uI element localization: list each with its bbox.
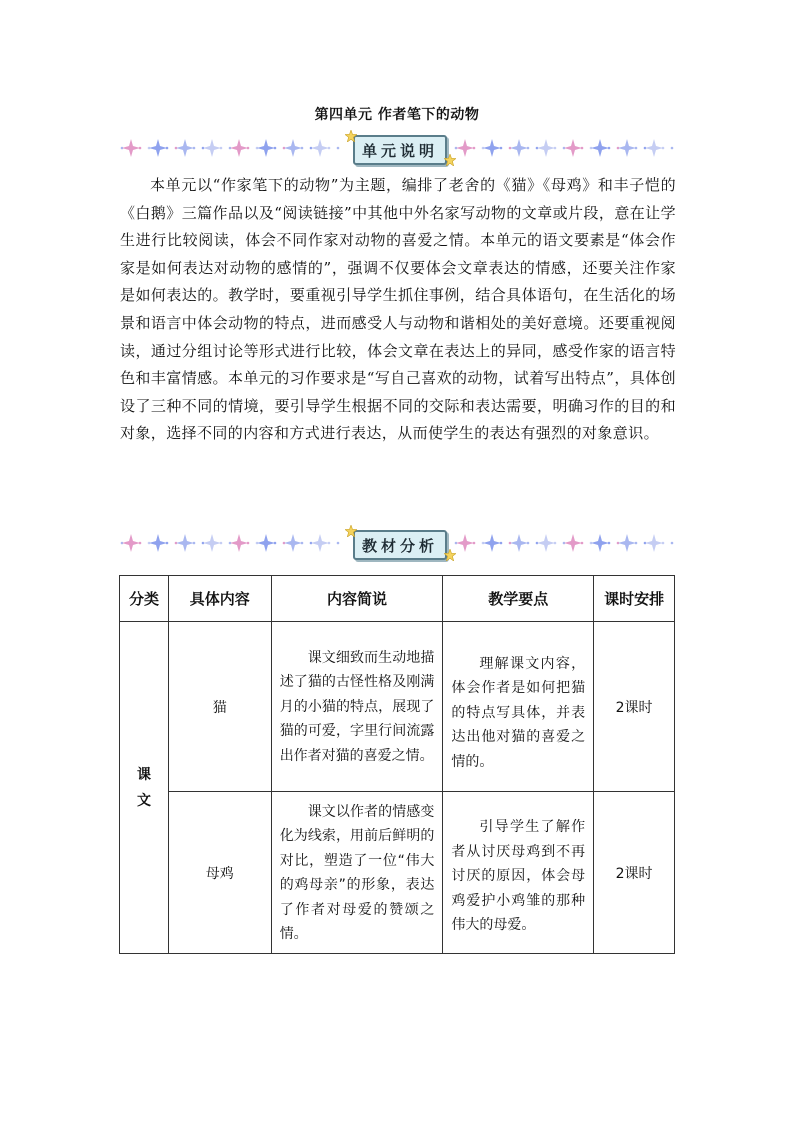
hours-cell: 2课时 (594, 622, 675, 792)
sparkle-dot (301, 147, 304, 150)
sparkle-dot (220, 542, 223, 545)
sparkle-icon (284, 534, 302, 552)
section-banner-unit-description (118, 130, 676, 170)
sparkle-dot (581, 542, 584, 545)
sparkle-dot (337, 147, 340, 150)
sparkle-icon (510, 139, 528, 157)
sparkle-dot (247, 542, 250, 545)
sparkle-icon (456, 534, 474, 552)
star-icon (345, 130, 357, 142)
sparkle-dot (662, 147, 665, 150)
sparkle-dot (473, 147, 476, 150)
sparkle-icon (176, 139, 194, 157)
sparkle-icon (510, 534, 528, 552)
hours-cell: 2课时 (594, 792, 675, 954)
sparkle-icon (203, 139, 221, 157)
content-cell: 母鸡 (168, 792, 271, 954)
sparkle-dot (139, 542, 142, 545)
sparkle-dot (554, 147, 557, 150)
summary-cell (271, 792, 443, 954)
column-header: 课时安排 (594, 576, 675, 622)
sparkle-dot (554, 542, 557, 545)
sparkle-dot (635, 147, 638, 150)
category-cell (120, 622, 169, 954)
sparkle-icon (456, 139, 474, 157)
unit-description-paragraph: 本单元以“作家笔下的动物”为主题，编排了老舍的《猫》《母鸡》和丰子恺的《白鹅》三篇作品以及“阅读链接”中其他中外名家写动物的文章或片段，意在让学生进行比较阅读，体会不同作家对动物的喜爱之情。本单元的语文要素是“体会作家是如何表达对动物的感情的”，强调不仅要体会文章表达的情感，还要关注作家是如何表达的。教学时，要重视引导学生抓住事例，结合具体语句，在生活化的场景和语言中体会动物的特点，进而感受人与动物和谐相处的美好意境。还要重视阅读，通过分组讨论等形式进行比较，体会文章在表达上的异同，感受作家的语言特色和丰富情感。本单元的习作要求是“写自己喜欢的动物，试着写出特点”，具体创设了三种不同的情境，要引导学生根据不同的交际和表达需要，明确习作的目的和对象，选择不同的内容和方式进行表达，从而使学生的表达有强烈的对象意识。 (120, 176, 676, 443)
sparkle-dot (500, 147, 503, 150)
sparkle-icon (257, 534, 275, 552)
sparkle-icon (591, 139, 609, 157)
star-icon (444, 549, 456, 561)
sparkle-dot (527, 542, 530, 545)
sparkle-dot (166, 147, 169, 150)
sparkle-dot (247, 147, 250, 150)
points-text: 理解课文内容，体会作者是如何把猫的特点写具体，并表达出他对猫的喜爱之情的。 (451, 655, 586, 770)
sparkle-icon (618, 534, 636, 552)
column-header: 具体内容 (168, 576, 271, 622)
sparkle-dot (527, 147, 530, 150)
sparkle-dot (193, 147, 196, 150)
points-cell (443, 792, 594, 954)
sparkle-dot (274, 542, 277, 545)
table-row (120, 622, 675, 792)
sparkle-icon (645, 534, 663, 552)
section-heading: 单元说明 (353, 135, 447, 165)
sparkle-dot (662, 542, 665, 545)
sparkle-dot (608, 147, 611, 150)
column-header: 分类 (120, 576, 169, 622)
sparkle-icon (149, 139, 167, 157)
sparkle-dot (671, 542, 674, 545)
sparkle-dot (193, 542, 196, 545)
column-header: 教学要点 (443, 576, 594, 622)
table-header-row (120, 576, 675, 622)
sparkle-dot (274, 147, 277, 150)
sparkle-icon (284, 139, 302, 157)
sparkle-icon (311, 534, 329, 552)
summary-text: 课文细致而生动地描述了猫的古怪性格及刚满月的小猫的特点，展现了猫的可爱，字里行间流露出作者对猫的喜爱之情。 (279, 649, 435, 764)
sparkle-dot (608, 542, 611, 545)
sparkle-icon (564, 534, 582, 552)
sparkle-icon (537, 139, 555, 157)
sparkle-dot (328, 147, 331, 150)
section-banner-textbook-analysis (118, 525, 676, 565)
category-label: 课文 (136, 766, 151, 809)
points-cell (443, 622, 594, 792)
sparkle-icon (537, 534, 555, 552)
sparkle-dot (635, 542, 638, 545)
sparkle-icon (122, 139, 140, 157)
sparkle-icon (311, 139, 329, 157)
sparkle-icon (483, 139, 501, 157)
sparkle-icon (203, 534, 221, 552)
content-cell: 猫 (168, 622, 271, 792)
star-icon (345, 525, 357, 537)
sparkle-icon (149, 534, 167, 552)
sparkle-icon (645, 139, 663, 157)
table-row (120, 792, 675, 954)
sparkle-icon (591, 534, 609, 552)
sparkle-icon (122, 534, 140, 552)
sparkle-dot (671, 147, 674, 150)
summary-text: 课文以作者的情感变化为线索，用前后鲜明的对比，塑造了一位“伟大的鸡母亲”的形象，表达了作者对母爱的赞颂之情。 (279, 803, 435, 942)
sparkle-dot (337, 542, 340, 545)
sparkle-dot (500, 542, 503, 545)
column-header: 内容简说 (271, 576, 443, 622)
page-title: 第四单元 作者笔下的动物 (314, 107, 480, 123)
star-icon (444, 154, 456, 166)
section-heading: 教材分析 (353, 530, 447, 560)
sparkle-dot (166, 542, 169, 545)
sparkle-dot (220, 147, 223, 150)
summary-cell (271, 622, 443, 792)
points-text: 引导学生了解作者从讨厌母鸡到不再讨厌的原因，体会母鸡爱护小鸡雏的那种伟大的母爱。 (451, 819, 586, 934)
sparkle-icon (618, 139, 636, 157)
sparkle-icon (230, 139, 248, 157)
sparkle-dot (473, 542, 476, 545)
sparkle-dot (581, 147, 584, 150)
sparkle-dot (139, 147, 142, 150)
sparkle-icon (257, 139, 275, 157)
sparkle-dot (328, 542, 331, 545)
sparkle-icon (483, 534, 501, 552)
textbook-analysis-table (119, 575, 675, 954)
sparkle-icon (230, 534, 248, 552)
sparkle-dot (301, 542, 304, 545)
sparkle-icon (176, 534, 194, 552)
sparkle-icon (564, 139, 582, 157)
